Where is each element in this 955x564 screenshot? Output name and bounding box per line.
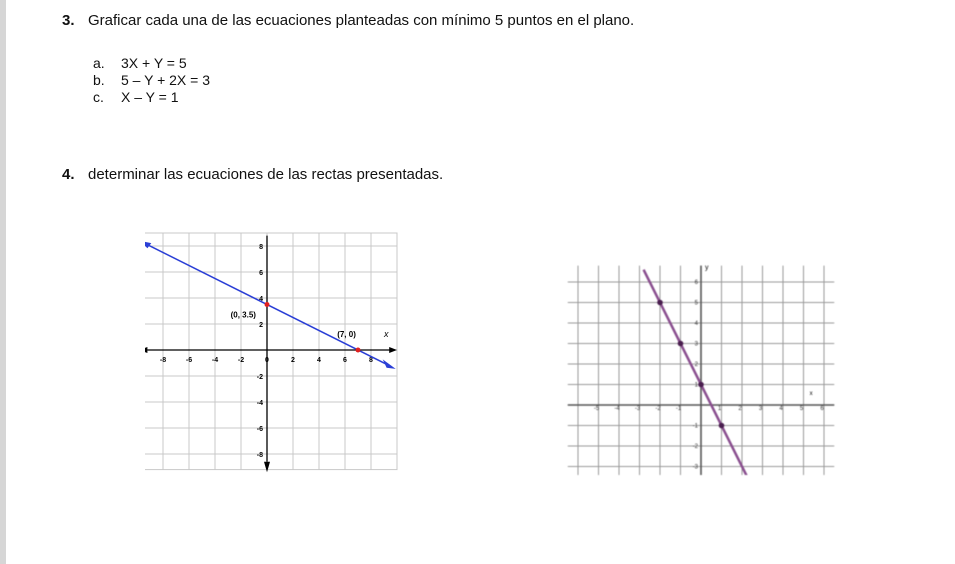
graph-2-y-tick-label: -3: [692, 464, 698, 471]
graph-1: [145, 230, 425, 480]
graph-1-x-axis-label: x: [384, 329, 389, 339]
graph-2-y-tick-label: 1: [694, 382, 698, 389]
graph-2-y-tick-label: 3: [694, 341, 698, 348]
graph-2-x-tick-label: -1: [675, 406, 682, 412]
graph-2-axes: [568, 266, 835, 475]
equation-text: 5 – Y + 2X = 3: [121, 72, 211, 88]
equation-item: [93, 72, 210, 89]
graph-1-x-tick-label: -2: [237, 357, 245, 364]
graph-1-point-a-label: (0, 3.5): [230, 310, 256, 320]
equation-letter: a.: [93, 55, 105, 71]
graph-1-y-tick-label: 6: [259, 270, 263, 277]
graph-2-y-tick-label: -1: [692, 423, 698, 430]
graph-2-y-axis-label: y: [705, 264, 709, 272]
graph-2-x-tick-label: 5: [799, 406, 804, 412]
graph-2-x-tick-label: 3: [758, 406, 763, 412]
graph-2-points: [657, 300, 765, 475]
graph-2-x-tick-label: -4: [614, 406, 620, 412]
graph-1-point-b-label: (7, 0): [337, 330, 356, 339]
question-3-number: 3.: [62, 12, 75, 29]
graph-2-x-tick-label: 4: [779, 406, 783, 412]
graph-2-x-tick-label: -3: [634, 406, 641, 412]
graph-2-line: [644, 270, 792, 475]
graph-2-y-tick-label: -2: [692, 444, 698, 450]
graph-1-y-tick-label: 4: [259, 296, 263, 303]
graph-2: [565, 235, 845, 475]
equation-text: X – Y = 1: [121, 89, 179, 105]
graph-1-x-tick-label: -8: [159, 357, 167, 364]
graph-2-x-axis-label: x: [809, 391, 813, 397]
graph-2-point: [657, 300, 663, 306]
graph-1-y-tick-label: 8: [259, 244, 263, 251]
graph-1-y-tick-label: -4: [256, 400, 263, 407]
graph-2-point: [719, 423, 725, 429]
equation-item: [93, 89, 210, 106]
graph-2-x-tick-label: -5: [593, 406, 600, 412]
graph-1-point-a: [265, 302, 270, 307]
page-left-edge: [0, 0, 6, 564]
equation-text: 3X + Y = 5: [121, 55, 187, 71]
graph-1-y-tick-label: -2: [256, 374, 263, 381]
graph-1-x-tick-label: 8: [369, 357, 373, 364]
graph-1-x-tick-label: -4: [211, 357, 219, 364]
question-4-number: 4.: [62, 166, 75, 183]
graph-1-x-tick-label: 6: [343, 357, 347, 364]
question-3-text: Graficar cada una de las ecuaciones planteadas con mínimo 5 puntos en el plano.: [88, 12, 635, 29]
question-4: [62, 166, 443, 183]
question-4-text: determinar las ecuaciones de las rectas presentadas.: [88, 166, 444, 183]
graph-2-x-tick-label: 2: [738, 406, 742, 412]
graph-2-y-tick-label: 4: [694, 321, 698, 327]
graph-2-y-tick-label: 5: [694, 300, 698, 307]
graph-2-point: [698, 382, 704, 388]
graph-1-x-tick-label: -6: [185, 357, 193, 364]
graph-2-tick-labels: [594, 280, 825, 471]
graph-1-x-tick-label: 4: [317, 357, 321, 364]
graph-1-y-axis-arrow-down: [264, 462, 270, 472]
graph-2-x-tick-label: 1: [717, 406, 722, 412]
question-3: [62, 12, 634, 29]
equation-letter: b.: [93, 72, 105, 88]
graph-2-x-tick-label: -2: [655, 406, 661, 412]
graph-1-y-tick-label: -6: [256, 426, 263, 433]
equation-letter: c.: [93, 89, 104, 105]
graph-2-y-tick-label: 6: [694, 280, 698, 286]
graph-1-axes: [145, 236, 397, 473]
graph-1-y-tick-label: 2: [259, 322, 263, 329]
graph-1-x-axis-arrow-right: [389, 347, 397, 353]
graph-2-point: [678, 341, 684, 347]
graph-1-x-axis-arrow-left: [145, 347, 147, 353]
graph-1-point-b: [356, 348, 361, 353]
graph-1-y-tick-label: -8: [256, 452, 263, 459]
graph-2-y-tick-label: 2: [694, 362, 698, 368]
graph-1-x-tick-label: 0: [265, 357, 269, 364]
graph-1-line-arrow-left: [145, 241, 151, 248]
graph-1-x-tick-label: 2: [291, 357, 295, 364]
graph-2-x-tick-label: 6: [820, 406, 824, 412]
equation-list: [93, 55, 210, 106]
equation-item: [93, 55, 210, 72]
